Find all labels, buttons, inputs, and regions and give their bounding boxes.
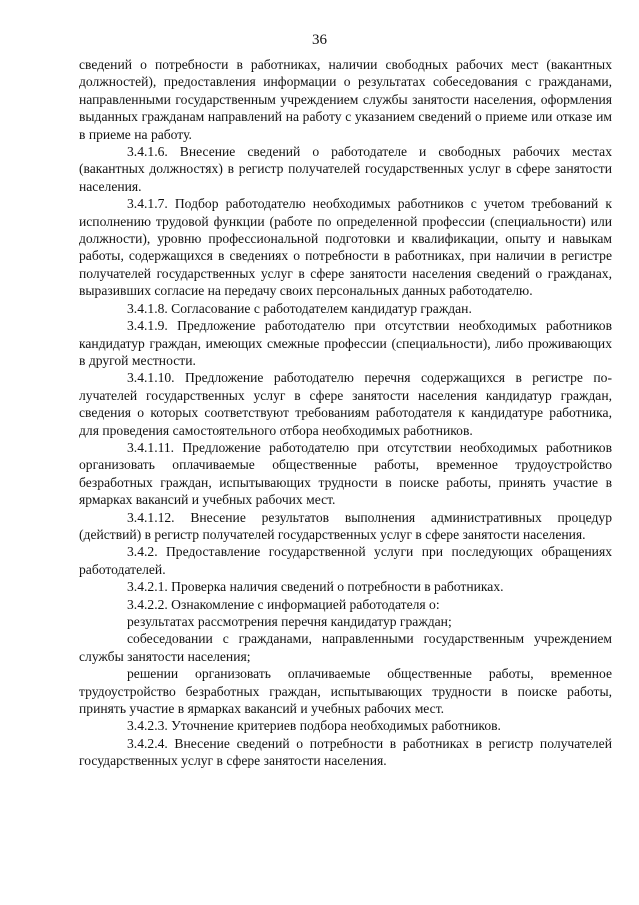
paragraph-continuation: сведений о потребности в работниках, наличии свободных рабочих мест (вакантных должностей), предоставления информации о результатах собеседования с гражданами, направленными государственным учреждением службы занятости населения, оформления выданных гражданам направлений на работу с указанием сведений о приеме или отказе им в приеме на работу. (79, 57, 612, 142)
paragraph-3-4-1-7: 3.4.1.7. Подбор работодателю необходимых работников с учетом требований к исполнению трудовой функции (работе по определенной профессии (специальности) или должности), уровню профессиональной подготовки и квалификации, опыту и навыкам работы, содержащихся в сведениях о потребности в работниках, при наличии в регистре получателей государственных услуг в сфере занятости населения сведений о гражданах, выразивших согласие на передачу своих персональных данных работодателю. (79, 196, 612, 299)
list-item-results: результатах рассмотрения перечня кандидатур граждан; (127, 614, 452, 629)
body-text (79, 56, 612, 770)
page-number: 36 (312, 32, 327, 48)
paragraph-3-4-2-3: 3.4.2.3. Уточнение критериев подбора необходимых работников. (127, 718, 501, 734)
paragraph-3-4-1-12: 3.4.1.12. Внесение результатов выполнения административных процедур (действий) в регистр получателей государственных услуг в сфере занятости населения. (79, 509, 612, 542)
paragraph-3-4-2-1: 3.4.2.1. Проверка наличия сведений о потребности в работниках. (127, 579, 504, 595)
paragraph-3-4-2: 3.4.2. Предоставление государственной услуги при последующих обращениях работодателей. (79, 544, 612, 577)
list-item-interview: собеседовании с гражданами, направленными государственным учреждением службы занятости населения; (79, 631, 612, 664)
paragraph-3-4-1-6: 3.4.1.6. Внесение сведений о работодателе и свободных рабочих местах (вакантных должностях) в регистр получателей государственных услуг в сфере занятости населения. (79, 144, 612, 194)
paragraph-3-4-1-9: 3.4.1.9. Предложение работодателю при отсутствии необходимых работников кандидатур граждан, имеющих смежные профессии (специальности), либо проживающих в другой местности. (79, 318, 612, 368)
paragraph-3-4-2-2: 3.4.2.2. Ознакомление с информацией работодателя о: (127, 596, 440, 612)
list-item-decision: решении организовать оплачиваемые общественные работы, временное трудоустройство безработных граждан, испытывающих трудности в поиске работы, принять участие в ярмарках вакансий и учебных рабочих мест. (79, 666, 612, 717)
paragraph-3-4-2-4: 3.4.2.4. Внесение сведений о потребности в работниках в регистр получателей государственных услуг в сфере занятости населения. (79, 735, 612, 769)
paragraph-3-4-1-11: 3.4.1.11. Предложение работодателю при отсутствии необходимых работников организовать оплачиваемые общественные работы, временное трудоустройство безработных граждан, испытывающих трудности в поиске работы, принять участие в ярмарках вакансий и учебных рабочих мест. (79, 439, 612, 508)
paragraph-3-4-1-8: 3.4.1.8. Согласование с работодателем кандидатур граждан. (127, 300, 472, 316)
paragraph-3-4-1-10: 3.4.1.10. Предложение работодателю перечня содержащихся в регистре получателей государственных услуг в сфере занятости населения кандидатур граждан, сведения о которых соответствуют требованиям работодателя к кандидатуре работника, для проведения самостоятельного отбора необходимых работников. (79, 370, 612, 438)
